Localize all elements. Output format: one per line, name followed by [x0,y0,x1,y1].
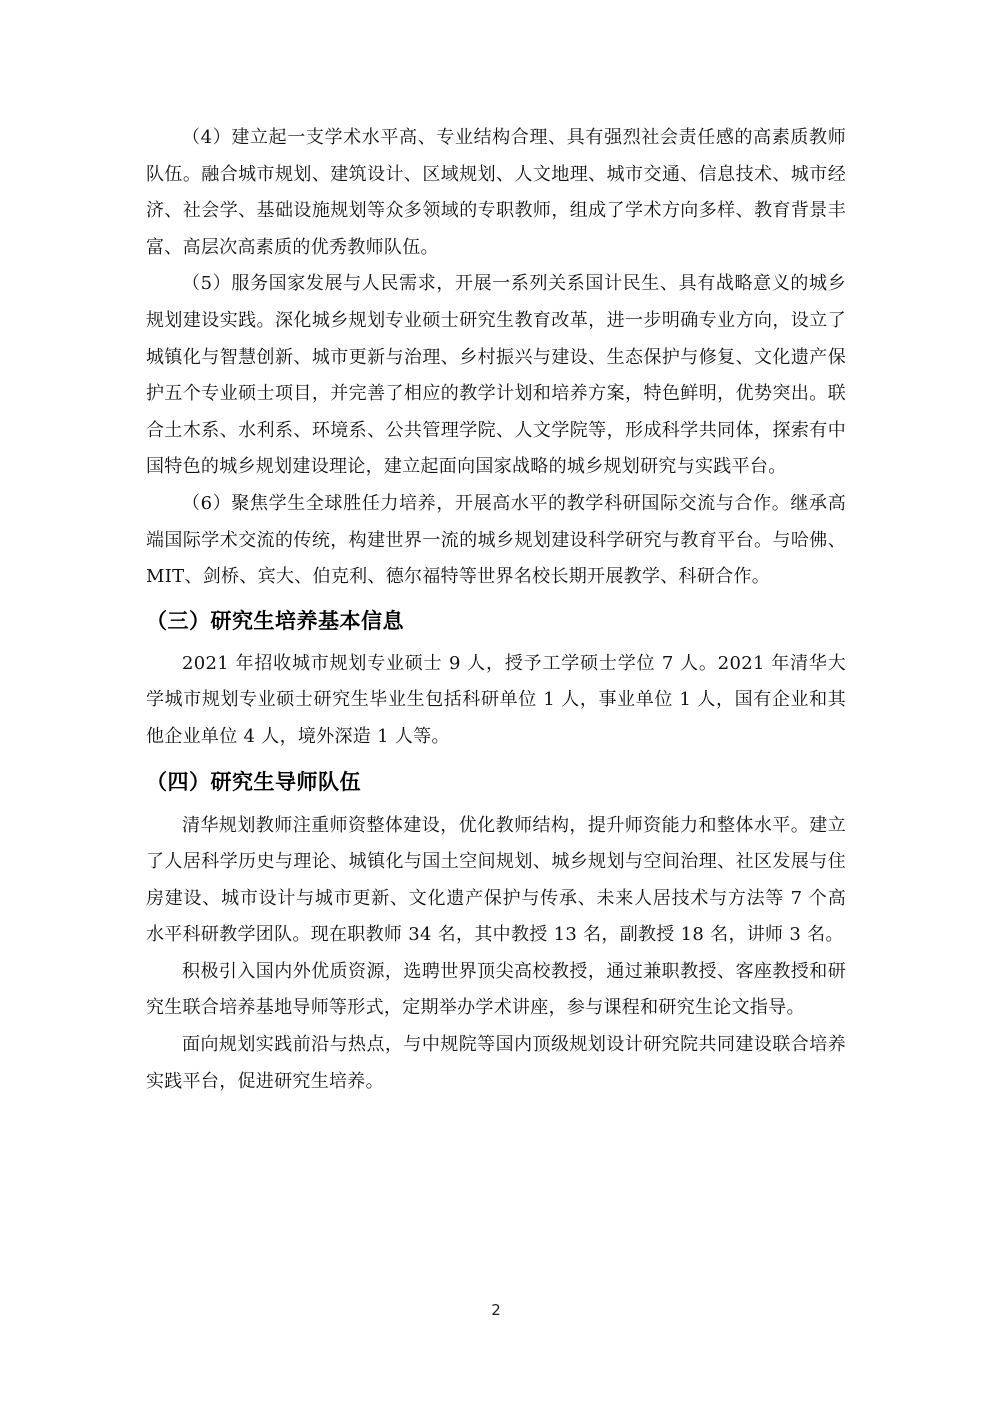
paragraph-enrollment: 2021 年招收城市规划专业硕士 9 人，授予工学硕士学位 7 人。2021 年清华大学城市规划专业硕士研究生毕业生包括科研单位 1 人，事业单位 1 人，国有企业和其他企业单位 4 人，境外深造 1 人等。 [146,652,846,747]
paragraph-item-4: （4）建立起一支学术水平高、专业结构合理、具有强烈社会责任感的高素质教师队伍。融合城市规划、建筑设计、区域规划、人文地理、城市交通、信息技术、城市经济、社会学、基础设施规划等众多领域的专职教师，组成了学术方向多样、教育背景丰富、高层次高素质的优秀教师队伍。 [146,127,846,258]
paragraph-faculty: 清华规划教师注重师资整体建设，优化教师结构，提升师资能力和整体水平。建立了人居科学历史与理论、城镇化与国土空间规划、城乡规划与空间治理、社区发展与住房建设、城市设计与城市更新、文化遗产保护与传承、未来人居技术与方法等 7 个高水平科研教学团队。现在职教师 34 名，其中教授 13 名，副教授 18 名，讲师 3 名。 [146,814,846,946]
paragraph-practice: 面向规划实践前沿与热点，与中规院等国内顶级规划设计研究院共同建设联合培养实践平台，促进研究生培养。 [146,1034,846,1092]
page-number: 2 [491,1301,501,1319]
section-heading-3: （三）研究生培养基本信息 [146,608,404,633]
paragraph-item-6: （6）聚焦学生全球胜任力培养，开展高水平的教学科研国际交流与合作。继承高端国际学术交流的传统，构建世界一流的城乡规划建设科学研究与教育平台。与哈佛、MIT、剑桥、宾大、伯克利、德尔福特等世界名校长期开展教学、科研合作。 [146,492,846,588]
paragraph-resources: 积极引入国内外优质资源，选聘世界顶尖高校教授，通过兼职教授、客座教授和研究生联合培养基地导师等形式，定期举办学术讲座，参与课程和研究生论文指导。 [146,960,846,1019]
document-body [146,120,846,1100]
section-heading-4: （四）研究生导师队伍 [146,769,361,794]
paragraph-item-5: （5）服务国家发展与人民需求，开展一系列关系国计民生、具有战略意义的城乡规划建设实践。深化城乡规划专业硕士研究生教育改革，进一步明确专业方向，设立了城镇化与智慧创新、城市更新与治理、乡村振兴与建设、生态保护与修复、文化遗产保护五个专业硕士项目，并完善了相应的教学计划和培养方案，特色鲜明，优势突出。联合土木系、水利系、环境系、公共管理学院、人文学院等，形成科学共同体，探索有中国特色的城乡规划建设理论，建立起面向国家战略的城乡规划研究与实践平台。 [146,273,846,478]
